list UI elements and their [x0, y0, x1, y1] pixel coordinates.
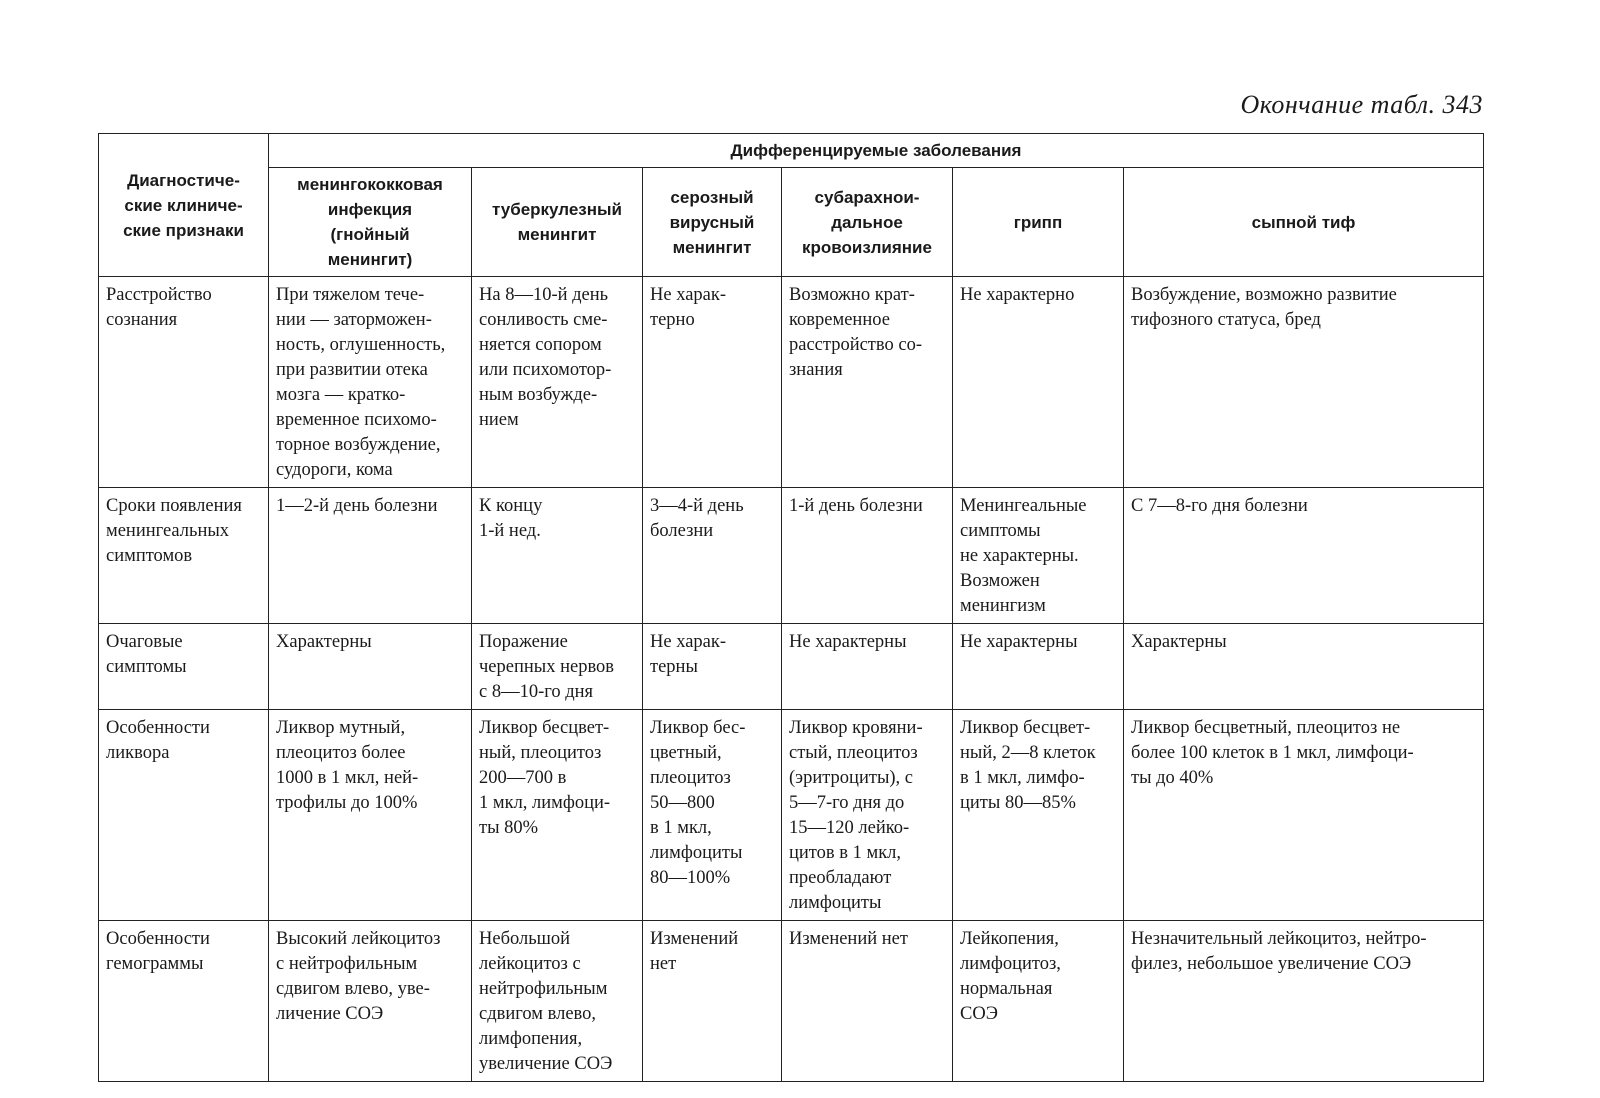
table-cell: Ликвор бес- цветный, плеоцитоз 50—800 в 1 мкл, лимфоциты 80—100%: [643, 710, 782, 921]
table-row: [99, 488, 1484, 624]
table-cell: Ликвор бесцветный, плеоцитоз не более 100 клеток в 1 мкл, лимфоци- ты до 40%: [1124, 710, 1484, 921]
table-cell: 1—2-й день болезни: [269, 488, 472, 624]
column-header: сыпной тиф: [1124, 168, 1484, 277]
table-cell: Не характерны: [953, 624, 1124, 710]
table-cell: 1-й день болезни: [782, 488, 953, 624]
table-cell: Менингеальные симптомы не характерны. Возможен менингизм: [953, 488, 1124, 624]
differential-diagnosis-table: [98, 133, 1484, 1082]
table-cell: Высокий лейкоцитоз с нейтрофильным сдвигом влево, уве- личение СОЭ: [269, 921, 472, 1082]
table-cell: Не харак- терны: [643, 624, 782, 710]
table-cell: Возбуждение, возможно развитие тифозного статуса, бред: [1124, 277, 1484, 488]
table-cell: Не характерно: [953, 277, 1124, 488]
row-header: Очаговые симптомы: [99, 624, 269, 710]
column-header: субарахнои- дальное кровоизлияние: [782, 168, 953, 277]
corner-header: Диагностиче- ские клиниче- ские признаки: [99, 134, 269, 277]
table-row: [99, 277, 1484, 488]
table-caption: Окончание табл. 343: [1240, 90, 1483, 119]
table-cell: Ликвор мутный, плеоцитоз более 1000 в 1 мкл, ней- трофилы до 100%: [269, 710, 472, 921]
table-cell: Не характерны: [782, 624, 953, 710]
table-cell: К концу 1-й нед.: [472, 488, 643, 624]
table-cell: Ликвор бесцвет- ный, 2—8 клеток в 1 мкл, лимфо- циты 80—85%: [953, 710, 1124, 921]
table-cell: На 8—10-й день сонливость сме- няется сопором или психомотор- ным возбужде- нием: [472, 277, 643, 488]
table-cell: 3—4-й день болезни: [643, 488, 782, 624]
table-cell: Незначительный лейкоцитоз, нейтро- филез, небольшое увеличение СОЭ: [1124, 921, 1484, 1082]
table-cell: Изменений нет: [643, 921, 782, 1082]
table-cell: При тяжелом тече- нии — заторможен- ность, оглушенность, при развитии отека мозга — кратко- временное психомо- торное возбуждение, судороги, кома: [269, 277, 472, 488]
table-cell: Небольшой лейкоцитоз с нейтрофильным сдвигом влево, лимфопения, увеличение СОЭ: [472, 921, 643, 1082]
table-cell: Лейкопения, лимфоцитоз, нормальная СОЭ: [953, 921, 1124, 1082]
table-cell: Не харак- терно: [643, 277, 782, 488]
table-cell: Характерны: [1124, 624, 1484, 710]
group-header: Дифференцируемые заболевания: [269, 134, 1484, 168]
column-header: туберкулезный менингит: [472, 168, 643, 277]
table-cell: Изменений нет: [782, 921, 953, 1082]
row-header: Расстройство сознания: [99, 277, 269, 488]
table-cell: Характерны: [269, 624, 472, 710]
table-cell: Ликвор бесцвет- ный, плеоцитоз 200—700 в 1 мкл, лимфоци- ты 80%: [472, 710, 643, 921]
table-cell: С 7—8-го дня болезни: [1124, 488, 1484, 624]
row-header: Особенности гемограммы: [99, 921, 269, 1082]
column-header: грипп: [953, 168, 1124, 277]
table-cell: Ликвор кровяни- стый, плеоцитоз (эритроциты), с 5—7-го дня до 15—120 лейко- цитов в 1 мкл, преобладают лимфоциты: [782, 710, 953, 921]
column-header: менингококковая инфекция (гнойный менингит): [269, 168, 472, 277]
row-header: Сроки появления менингеальных симптомов: [99, 488, 269, 624]
table-cell: Поражение черепных нервов с 8—10-го дня: [472, 624, 643, 710]
column-header: серозный вирусный менингит: [643, 168, 782, 277]
table-row: [99, 624, 1484, 710]
table-row: [99, 710, 1484, 921]
row-header: Особенности ликвора: [99, 710, 269, 921]
table-cell: Возможно крат- ковременное расстройство со- знания: [782, 277, 953, 488]
table-row: [99, 921, 1484, 1082]
